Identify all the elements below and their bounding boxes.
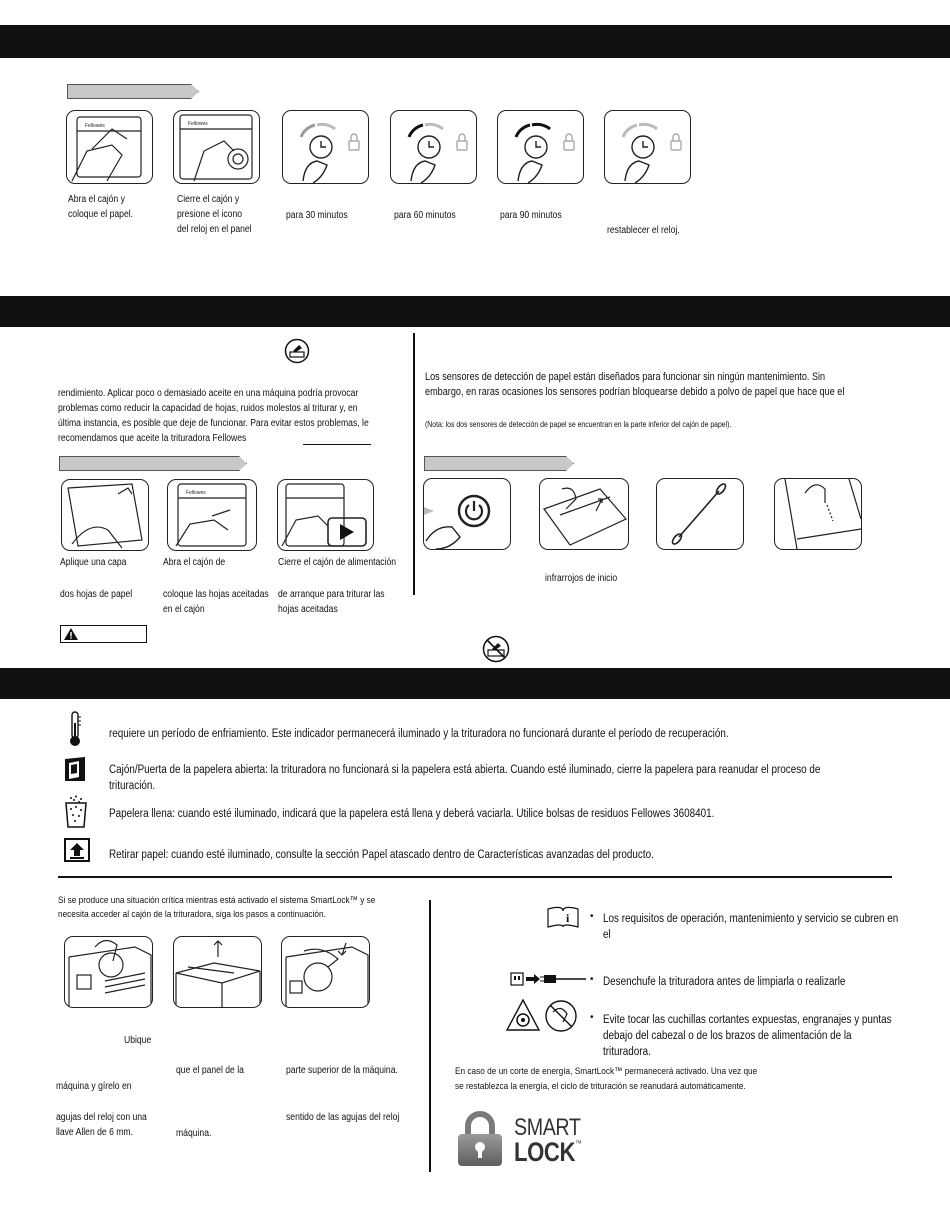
smartlock-step-caption: sentido de las agujas del reloj (286, 1112, 400, 1123)
step-caption: Cierre el cajón y presione el icono del reloj en el panel (177, 194, 252, 235)
section-header-bar (0, 296, 950, 327)
oil-step-caption: de arranque para triturar las hojas aceitadas (278, 589, 385, 615)
smartlock-logo-text (514, 1114, 582, 1167)
indicator-text: Retirar papel: cuando esté iluminado, consulte la sección Papel atascado dentro de Características avanzadas del producto. (109, 849, 654, 861)
clock-icon-60min (390, 110, 477, 184)
steps-label-bar (59, 456, 247, 471)
step-caption: para 90 minutos (500, 210, 562, 221)
bin-full-icon (63, 795, 89, 829)
bin-door-open-icon (61, 755, 89, 783)
section-header-bar (0, 25, 950, 58)
oil-step-caption: Cierre el cajón de alimentación (278, 557, 397, 568)
step-illustration-power-button (423, 478, 511, 550)
bullet-text: Evite tocar las cuchillas cortantes expuestas, engranajes y puntas debajo del cabezal o de los brazos de alimentación de la trituradora. (603, 1014, 892, 1058)
indicator-text: requiere un período de enfriamiento. Este indicador permanecerá iluminado y la trituradora no funcionará durante el período de recuperación. (109, 728, 729, 740)
step-illustration-locate-bolt (64, 936, 153, 1008)
indicator-text: Papelera llena: cuando esté iluminado, indicará que la papelera está llena y deberá vaciarla. Utilice bolsas de residuos Fellowes 3608401. (109, 808, 715, 820)
bullet-dot: • (590, 974, 594, 985)
clock-icon-90min (497, 110, 584, 184)
steps-label-bar (424, 456, 574, 471)
step-caption: Abra el cajón y coloque el papel. (68, 194, 134, 220)
step-illustration-open-lid (539, 478, 629, 550)
svg-text:Fellowes: Fellowes (85, 123, 105, 129)
logo-lock: LOCK (514, 1137, 576, 1167)
bullet-text: Desenchufe la trituradora antes de limpiarla o realizarle (603, 976, 846, 988)
oil-paragraph: rendimiento. Aplicar poco o demasiado aceite en una máquina podría provocar problemas como reducir la capacidad de hojas, ruidos molestos al triturar y, en última instancia, es posible que deje de funcionar. Para evitar estos problemas, le recomendamos que aceite la trituradora Fellowes (58, 388, 369, 444)
bullet-text: Los requisitos de operación, mantenimiento y servicio se cubren en el (603, 913, 899, 941)
smartlock-step-caption: agujas del reloj con una llave Allen de 6 mm. (56, 1112, 147, 1138)
smartlock-step-caption: que el panel de la (176, 1065, 244, 1076)
indicator-text: Cajón/Puerta de la papelera abierta: la trituradora no funcionará si la papelera está abierta. Cuando esté iluminado, cierre la papelera para reanudar el proceso de trituración. (109, 764, 821, 792)
step-illustration-turn-bolt (281, 936, 370, 1008)
steps-label-bar (67, 84, 199, 99)
column-divider (413, 333, 415, 595)
smartlock-intro: Si se produce una situación crítica mientras está activado el sistema SmartLock™ y se necesita acceder al cajón de la trituradora, siga los pasos a continuación. (58, 895, 376, 920)
section-header-bar (0, 668, 950, 699)
warning-box (60, 625, 147, 643)
smartlock-step-caption: máquina y gírelo en (56, 1081, 132, 1092)
clock-icon-30min (282, 110, 369, 184)
no-oil-icon (482, 635, 510, 663)
step-illustration-lift-panel (173, 936, 262, 1008)
step-caption: para 60 minutos (394, 210, 456, 221)
bullet-dot: • (590, 1012, 594, 1023)
svg-text:Fellowes: Fellowes (186, 490, 206, 496)
svg-text:i: i (566, 911, 570, 925)
oil-icon (284, 338, 310, 364)
oil-step-caption: dos hojas de papel (60, 589, 133, 600)
smartlock-step-caption: Ubique (124, 1035, 152, 1046)
step-illustration-open-drawer (66, 110, 153, 184)
warning-icon (61, 626, 81, 642)
sensor-note: (Nota: los dos sensores de detección de papel se encuentran en la parte inferior del cajón de papel). (425, 420, 732, 429)
oil-step-caption: coloque las hojas aceitadas en el cajón (163, 589, 269, 615)
remove-paper-icon (64, 838, 90, 862)
oil-step-caption: Aplique una capa (60, 557, 127, 568)
step-illustration-press-clock (173, 110, 260, 184)
manual-info-icon (546, 905, 580, 929)
unplug-icon (510, 971, 588, 987)
step-illustration-cotton-swab (656, 478, 744, 550)
step-illustration-clean-sensor (774, 478, 862, 550)
logo-smart: SMART (514, 1114, 581, 1141)
underline (303, 444, 371, 445)
section-divider (58, 876, 892, 878)
step-caption: restablecer el reloj. (607, 225, 680, 236)
clock-icon-reset (604, 110, 691, 184)
step-illustration-apply-oil (61, 479, 149, 551)
power-outage-text: En caso de un corte de energía, SmartLock™ permanecerá activado. Una vez que se restablezca la energía, el ciclo de trituración se reanudará automáticamente. (455, 1066, 758, 1092)
step-caption: para 30 minutos (286, 210, 348, 221)
step-illustration-insert-oiled-sheets (167, 479, 257, 551)
logo-tm: ™ (575, 1139, 582, 1148)
bullet-dot: • (590, 911, 594, 922)
sensor-step-caption: infrarrojos de inicio (545, 573, 618, 584)
sensor-paragraph: Los sensores de detección de papel están diseñados para funcionar sin ningún mantenimiento. Sin embargo, en raras ocasiones los sensores podrían bloquearse debido a polvo de papel que hace que el (425, 371, 845, 398)
smartlock-step-caption: parte superior de la máquina. (286, 1065, 398, 1076)
svg-text:Fellowes: Fellowes (188, 121, 208, 127)
smartlock-step-caption: máquina. (176, 1128, 212, 1139)
smartlock-padlock-icon (456, 1110, 504, 1168)
step-illustration-close-start (277, 479, 374, 551)
thermometer-icon (68, 711, 82, 747)
column-divider (429, 900, 431, 1172)
oil-step-caption: Abra el cajón de (163, 557, 226, 568)
blade-warning-icon (505, 998, 579, 1034)
